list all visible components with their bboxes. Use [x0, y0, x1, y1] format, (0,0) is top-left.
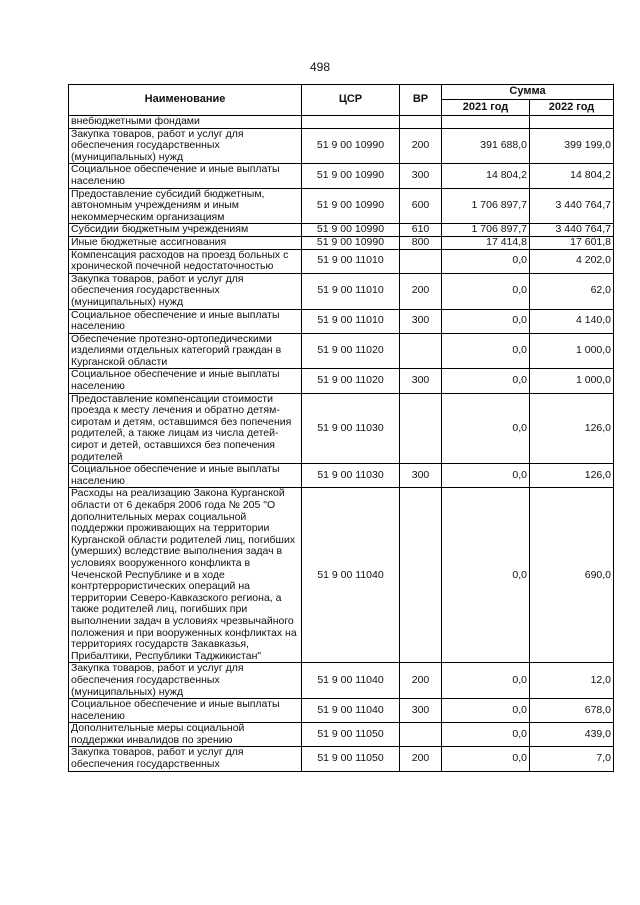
cell-2022: 4 140,0 — [530, 309, 614, 333]
table-body — [69, 116, 614, 772]
cell-name: Социальное обеспечение и иные выплаты населению — [69, 699, 302, 723]
cell-vr: 300 — [400, 164, 442, 188]
cell-vr: 800 — [400, 236, 442, 249]
cell-name: внебюджетными фондами — [69, 116, 302, 129]
cell-2022: 3 440 764,7 — [530, 224, 614, 237]
cell-2022: 678,0 — [530, 699, 614, 723]
cell-csr: 51 9 00 11010 — [302, 273, 400, 309]
header-year-2022: 2022 год — [530, 100, 614, 116]
cell-csr: 51 9 00 11020 — [302, 369, 400, 393]
cell-2022: 4 202,0 — [530, 249, 614, 273]
cell-2021: 17 414,8 — [442, 236, 530, 249]
cell-vr: 200 — [400, 747, 442, 771]
header-csr: ЦСР — [302, 85, 400, 116]
cell-2021: 0,0 — [442, 249, 530, 273]
cell-name: Социальное обеспечение и иные выплаты населению — [69, 164, 302, 188]
cell-2021: 0,0 — [442, 488, 530, 663]
table-row — [69, 369, 614, 393]
table-row — [69, 128, 614, 164]
cell-name: Компенсация расходов на проезд больных с хронической почечной недостаточностью — [69, 249, 302, 273]
cell-csr: 51 9 00 11030 — [302, 393, 400, 464]
cell-vr: 200 — [400, 273, 442, 309]
cell-vr — [400, 393, 442, 464]
table-row — [69, 663, 614, 699]
cell-csr: 51 9 00 11040 — [302, 663, 400, 699]
cell-vr: 300 — [400, 699, 442, 723]
cell-vr: 610 — [400, 224, 442, 237]
cell-name: Дополнительные меры социальной поддержки инвалидов по зрению — [69, 723, 302, 747]
header-sum: Сумма — [442, 85, 614, 100]
cell-csr: 51 9 00 11040 — [302, 488, 400, 663]
cell-vr — [400, 488, 442, 663]
cell-vr: 600 — [400, 188, 442, 224]
table-row — [69, 309, 614, 333]
cell-2021: 1 706 897,7 — [442, 188, 530, 224]
cell-2021: 0,0 — [442, 663, 530, 699]
cell-csr: 51 9 00 11030 — [302, 464, 400, 488]
header-name: Наименование — [69, 85, 302, 116]
cell-vr: 300 — [400, 464, 442, 488]
cell-2021: 14 804,2 — [442, 164, 530, 188]
cell-2021: 0,0 — [442, 747, 530, 771]
table-row — [69, 249, 614, 273]
header-vr: ВР — [400, 85, 442, 116]
budget-table — [68, 84, 614, 772]
cell-csr: 51 9 00 10990 — [302, 224, 400, 237]
cell-vr: 200 — [400, 663, 442, 699]
cell-2022: 1 000,0 — [530, 333, 614, 369]
cell-name: Закупка товаров, работ и услуг для обеспечения государственных (муниципальных) нужд — [69, 273, 302, 309]
table-row — [69, 464, 614, 488]
cell-2021: 0,0 — [442, 699, 530, 723]
cell-csr: 51 9 00 10990 — [302, 164, 400, 188]
cell-csr — [302, 116, 400, 129]
cell-name: Предоставление компенсации стоимости проезда к месту лечения и обратно детям-сиротам и детям, оставшимся без попечения родителей, а также лицам из числа детей-сирот и детей, оставшихся без попечения родителей — [69, 393, 302, 464]
table-row — [69, 273, 614, 309]
header-year-2021: 2021 год — [442, 100, 530, 116]
cell-2021 — [442, 116, 530, 129]
cell-name: Социальное обеспечение и иные выплаты населению — [69, 369, 302, 393]
cell-2022: 126,0 — [530, 393, 614, 464]
cell-2022: 14 804,2 — [530, 164, 614, 188]
cell-name: Социальное обеспечение и иные выплаты населению — [69, 309, 302, 333]
cell-2022: 1 000,0 — [530, 369, 614, 393]
cell-2022: 690,0 — [530, 488, 614, 663]
cell-csr: 51 9 00 11050 — [302, 747, 400, 771]
cell-2021: 391 688,0 — [442, 128, 530, 164]
cell-csr: 51 9 00 11040 — [302, 699, 400, 723]
cell-2022 — [530, 116, 614, 129]
cell-2021: 0,0 — [442, 393, 530, 464]
cell-name: Предоставление субсидий бюджетным, автономным учреждениям и иным некоммерческим организациям — [69, 188, 302, 224]
cell-2022: 399 199,0 — [530, 128, 614, 164]
table-row — [69, 236, 614, 249]
cell-2021: 0,0 — [442, 309, 530, 333]
cell-vr — [400, 333, 442, 369]
cell-2022: 3 440 764,7 — [530, 188, 614, 224]
cell-csr: 51 9 00 11020 — [302, 333, 400, 369]
table-row — [69, 224, 614, 237]
cell-2021: 0,0 — [442, 723, 530, 747]
table-row — [69, 164, 614, 188]
table-row — [69, 488, 614, 663]
table-row — [69, 333, 614, 369]
table-row — [69, 116, 614, 129]
cell-csr: 51 9 00 10990 — [302, 188, 400, 224]
cell-2022: 12,0 — [530, 663, 614, 699]
cell-name: Закупка товаров, работ и услуг для обеспечения государственных (муниципальных) нужд — [69, 128, 302, 164]
cell-csr: 51 9 00 10990 — [302, 128, 400, 164]
cell-2021: 0,0 — [442, 273, 530, 309]
cell-2021: 0,0 — [442, 333, 530, 369]
table-row — [69, 747, 614, 771]
cell-csr: 51 9 00 11050 — [302, 723, 400, 747]
cell-vr: 300 — [400, 309, 442, 333]
cell-2021: 0,0 — [442, 464, 530, 488]
cell-name: Закупка товаров, работ и услуг для обеспечения государственных (муниципальных) нужд — [69, 663, 302, 699]
cell-2021: 1 706 897,7 — [442, 224, 530, 237]
cell-vr — [400, 249, 442, 273]
page-number: 498 — [309, 60, 331, 74]
cell-name: Субсидии бюджетным учреждениям — [69, 224, 302, 237]
table-row — [69, 393, 614, 464]
cell-2022: 7,0 — [530, 747, 614, 771]
cell-2022: 126,0 — [530, 464, 614, 488]
cell-2022: 62,0 — [530, 273, 614, 309]
cell-name: Обеспечение протезно-ортопедическими изделиями отдельных категорий граждан в Курганской области — [69, 333, 302, 369]
cell-csr: 51 9 00 11010 — [302, 249, 400, 273]
table-row — [69, 699, 614, 723]
cell-2021: 0,0 — [442, 369, 530, 393]
cell-2022: 439,0 — [530, 723, 614, 747]
table-row — [69, 723, 614, 747]
table-row — [69, 188, 614, 224]
cell-2022: 17 601,8 — [530, 236, 614, 249]
cell-csr: 51 9 00 10990 — [302, 236, 400, 249]
cell-name: Иные бюджетные ассигнования — [69, 236, 302, 249]
cell-csr: 51 9 00 11010 — [302, 309, 400, 333]
cell-vr — [400, 116, 442, 129]
cell-vr: 200 — [400, 128, 442, 164]
cell-name: Закупка товаров, работ и услуг для обеспечения государственных — [69, 747, 302, 771]
cell-name: Расходы на реализацию Закона Курганской области от 6 декабря 2006 года № 205 "О дополнительных мерах социальной поддержки проживающих на территории Курганской области родителей лиц, погибших (умерших) вследствие выполнения задач в условиях вооруженного конфликта в Чеченской Республике и в ходе контртеррористических операций на территории Северо-Кавказского региона, а также родителей лиц, погибших при выполнении задач в условиях чрезвычайного положения и при вооруженных конфликтах на территориях государств Закавказья, Прибалтики, Республики Таджикистан" — [69, 488, 302, 663]
cell-vr: 300 — [400, 369, 442, 393]
cell-vr — [400, 723, 442, 747]
cell-name: Социальное обеспечение и иные выплаты населению — [69, 464, 302, 488]
